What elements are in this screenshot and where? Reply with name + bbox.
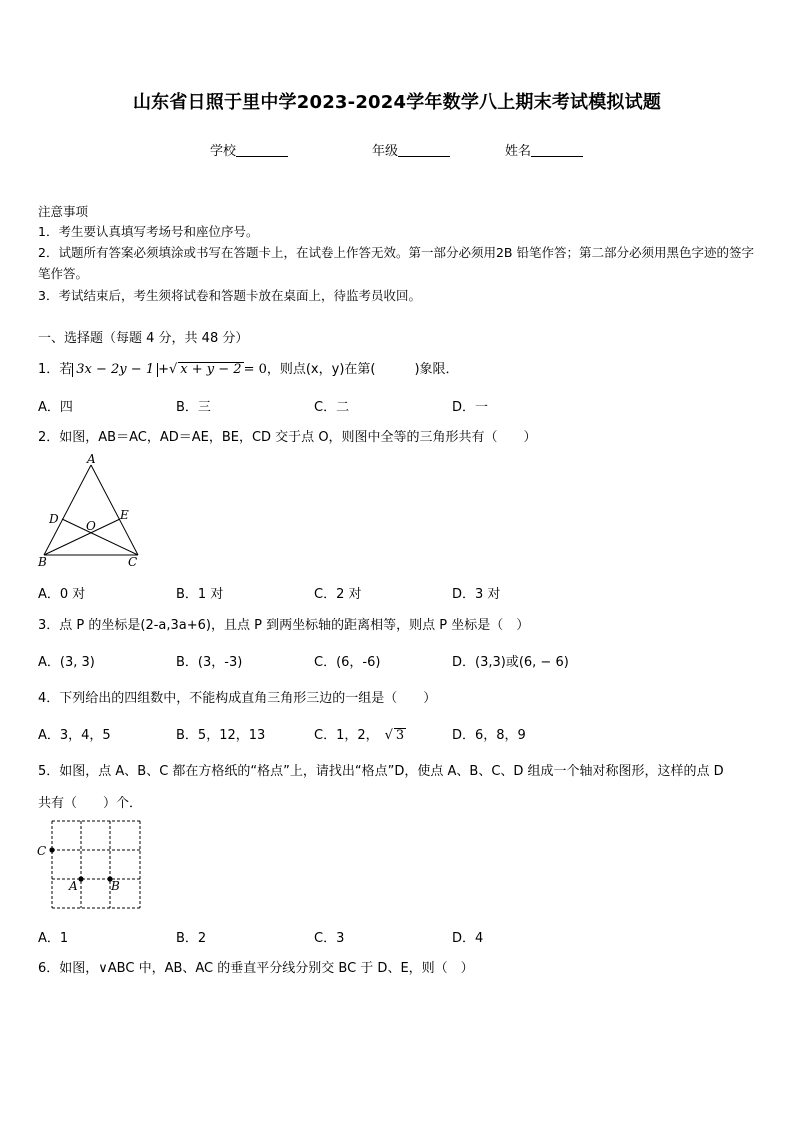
q1-equals: = 0 <box>243 362 267 377</box>
grade-label: 年级 <box>372 144 399 159</box>
page-title: 山东省日照于里中学2023-2024学年数学八上期末考试模拟试题 <box>132 92 662 113</box>
q5-label-c: C <box>37 844 47 858</box>
q2-segment-cd <box>62 519 138 555</box>
q2-option-b: B．1 对 <box>176 587 224 602</box>
q1-plus: + <box>158 362 169 377</box>
question-1 <box>38 358 459 377</box>
q1-sqrt-expression: x + y − 2 <box>180 362 242 377</box>
question-4: 4．下列给出的四组数中，不能构成直角三角形三边的一组是（ ） <box>38 691 437 706</box>
q5-label-b: B <box>111 879 120 893</box>
question-2: 2．如图，AB＝AC，AD＝AE，BE，CD 交于点 O，则图中全等的三角形共有（ ） <box>38 430 537 445</box>
q2-label-e: E <box>120 508 129 522</box>
q2-triangle-figure <box>34 450 154 572</box>
sqrt-icon: √ <box>384 728 393 743</box>
q5-dashed-grid <box>52 821 140 908</box>
q4-option-d: D．6，8，9 <box>452 728 526 743</box>
q1-option-b: B．三 <box>176 400 211 415</box>
q5-option-b: B．2 <box>176 931 207 946</box>
name-blank <box>531 144 583 157</box>
q1-prefix: 1．若 <box>38 362 73 377</box>
q2-label-a: A <box>87 452 96 466</box>
school-blank <box>236 144 288 157</box>
grade-blank <box>398 144 450 157</box>
q1-option-c: C．二 <box>314 400 350 415</box>
q4-option-a: A．3，4，5 <box>38 728 111 743</box>
q3-option-b: B．(3，-3) <box>176 655 243 670</box>
q1-option-a: A．四 <box>38 400 73 415</box>
q2-label-b: B <box>38 555 47 569</box>
q5-grid-figure <box>34 818 146 914</box>
q4-option-c <box>314 724 406 743</box>
question-6: 6．如图，∨ABC 中，AB、AC 的垂直平分线分别交 BC 于 D、E，则（ ） <box>38 961 474 976</box>
q3-option-c: C．(6，-6) <box>314 655 381 670</box>
notice-heading: 注意事项 <box>38 204 89 219</box>
q4-option-c-text: C．1，2， <box>314 728 379 743</box>
q2-option-a: A．0 对 <box>38 587 86 602</box>
q5-point-c <box>49 847 54 852</box>
q5-option-d: D．4 <box>452 931 484 946</box>
q2-segment-ac <box>91 465 138 555</box>
notice-item-3: 3．考试结束后，考生须将试卷和答题卡放在桌面上，待监考员收回。 <box>38 288 421 303</box>
q3-option-a: A．(3, 3) <box>38 655 95 670</box>
q1-option-d: D．一 <box>452 400 489 415</box>
q4-sqrt-value: 3 <box>395 728 405 743</box>
q3-option-d: D．(3,3)或(6, − 6) <box>452 655 569 670</box>
school-label: 学校 <box>210 144 237 159</box>
q5-option-a: A．1 <box>38 931 69 946</box>
notice-item-2: 2．试题所有答案必须填涂或书写在答题卡上，在试卷上作答无效。第一部分必须用2B 铅笔作答；第二部分必须用黑色字迹的签字笔作答。 <box>38 245 754 281</box>
q2-option-c: C．2 对 <box>314 587 362 602</box>
name-field <box>505 140 583 159</box>
notice-item-1: 1．考生要认真填写考场号和座位序号。 <box>38 224 259 239</box>
section-heading: 一、选择题（每题 4 分，共 48 分） <box>38 331 249 346</box>
q2-segment-ab <box>44 465 91 555</box>
school-field <box>210 140 288 159</box>
q2-option-d: D．3 对 <box>452 587 501 602</box>
q2-label-c: C <box>128 555 138 569</box>
question-5-line-1: 5．如图，点 A、B、C 都在方格纸的“格点”上，请找出“格点”D，使点 A、B、C、D 组成一个轴对称图形，这样的点 D <box>38 764 724 779</box>
q1-abs-expression: 3x − 2y − 1 <box>72 363 158 377</box>
question-5-line-2: 共有（ ）个． <box>38 796 143 811</box>
q2-label-d: D <box>49 512 59 526</box>
q2-label-o: O <box>86 519 96 533</box>
q4-option-b: B．5，12，13 <box>176 728 266 743</box>
q5-option-c: C．3 <box>314 931 345 946</box>
q5-label-a: A <box>69 879 78 893</box>
question-3: 3．点 P 的坐标是(2-a,3a+6)，且点 P 到两坐标轴的距离相等，则点 P 坐标是（ ） <box>38 618 530 633</box>
name-label: 姓名 <box>505 144 532 159</box>
grade-field <box>372 140 450 159</box>
q1-suffix: ，则点(x，y)在第( )象限． <box>266 362 459 377</box>
sqrt-icon: √ <box>169 362 178 377</box>
q5-point-a <box>78 876 83 881</box>
